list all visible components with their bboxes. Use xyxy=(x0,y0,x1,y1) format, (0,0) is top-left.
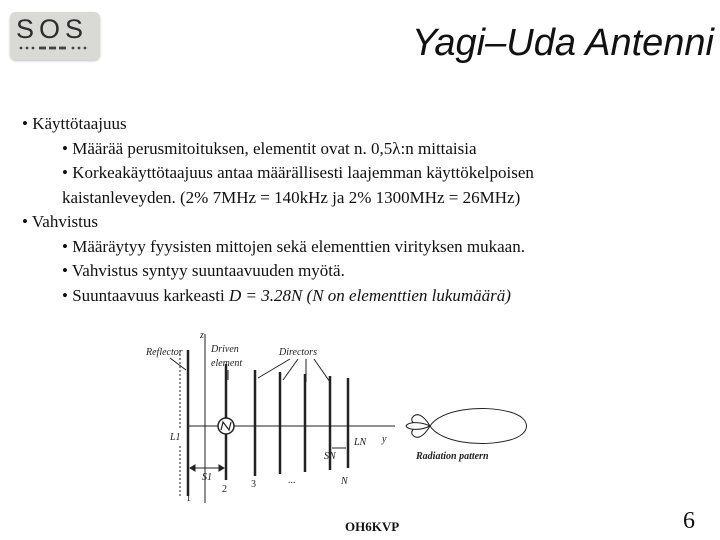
label-n: N xyxy=(341,476,348,487)
label-s1: S1 xyxy=(202,472,212,483)
logo-text: SOS xyxy=(16,14,89,44)
slide-title: Yagi–Uda Antenni xyxy=(411,22,714,64)
subbullet-bandwidth-1: • Korkeakäyttötaajuus antaa määrällisesti laajemman käyttökelpoisen xyxy=(62,163,534,182)
subbullet-directivity-formula xyxy=(62,284,712,309)
label-dots: ... xyxy=(288,475,296,486)
label-driven-2: element xyxy=(211,358,243,369)
footer-callsign: OH6KVP xyxy=(345,519,400,534)
subbullet-directivity: • Vahvistus syntyy suuntaavuuden myötä. xyxy=(62,261,345,280)
bullet-operating-frequency: • Käyttötaajuus xyxy=(22,114,127,133)
yagi-uda-diagram xyxy=(140,328,560,508)
formula-prefix: • Suuntaavuus karkeasti xyxy=(62,285,229,305)
logo-dots xyxy=(18,45,94,51)
label-driven-1: Driven xyxy=(211,344,239,355)
page-number: 6 xyxy=(683,508,695,534)
bullet-gain: • Vahvistus xyxy=(22,212,99,231)
label-axis-z: z xyxy=(200,330,204,341)
sos-logo xyxy=(10,12,100,60)
subbullet-physical-dimensions: • Määräytyy fyysisten mittojen sekä elementtien virityksen mukaan. xyxy=(62,236,525,256)
radiation-pattern-icon xyxy=(406,408,527,443)
label-2: 2 xyxy=(222,484,227,495)
label-reflector: Reflector xyxy=(146,347,183,358)
label-directors: Directors xyxy=(279,347,317,358)
subbullet-dimensions: • Määrää perusmitoituksen, elementit ovat n. 0,5λ:n mittaisia xyxy=(62,138,477,158)
subbullet-bandwidth-2: kaistanleveyden. (2% 7MHz = 140kHz ja 2% 1300MHz = 26MHz) xyxy=(62,187,521,207)
label-radiation-pattern: Radiation pattern xyxy=(416,451,489,462)
formula: D = 3.28N (N on elementtien lukumäärä) xyxy=(228,285,511,305)
label-sn: SN xyxy=(324,451,336,462)
label-ln: LN xyxy=(354,437,367,448)
slide-body xyxy=(22,112,712,308)
label-l1: L1 xyxy=(170,432,181,443)
label-3: 3 xyxy=(251,479,256,490)
label-axis-y: y xyxy=(382,434,387,445)
label-1: 1 xyxy=(186,493,191,504)
